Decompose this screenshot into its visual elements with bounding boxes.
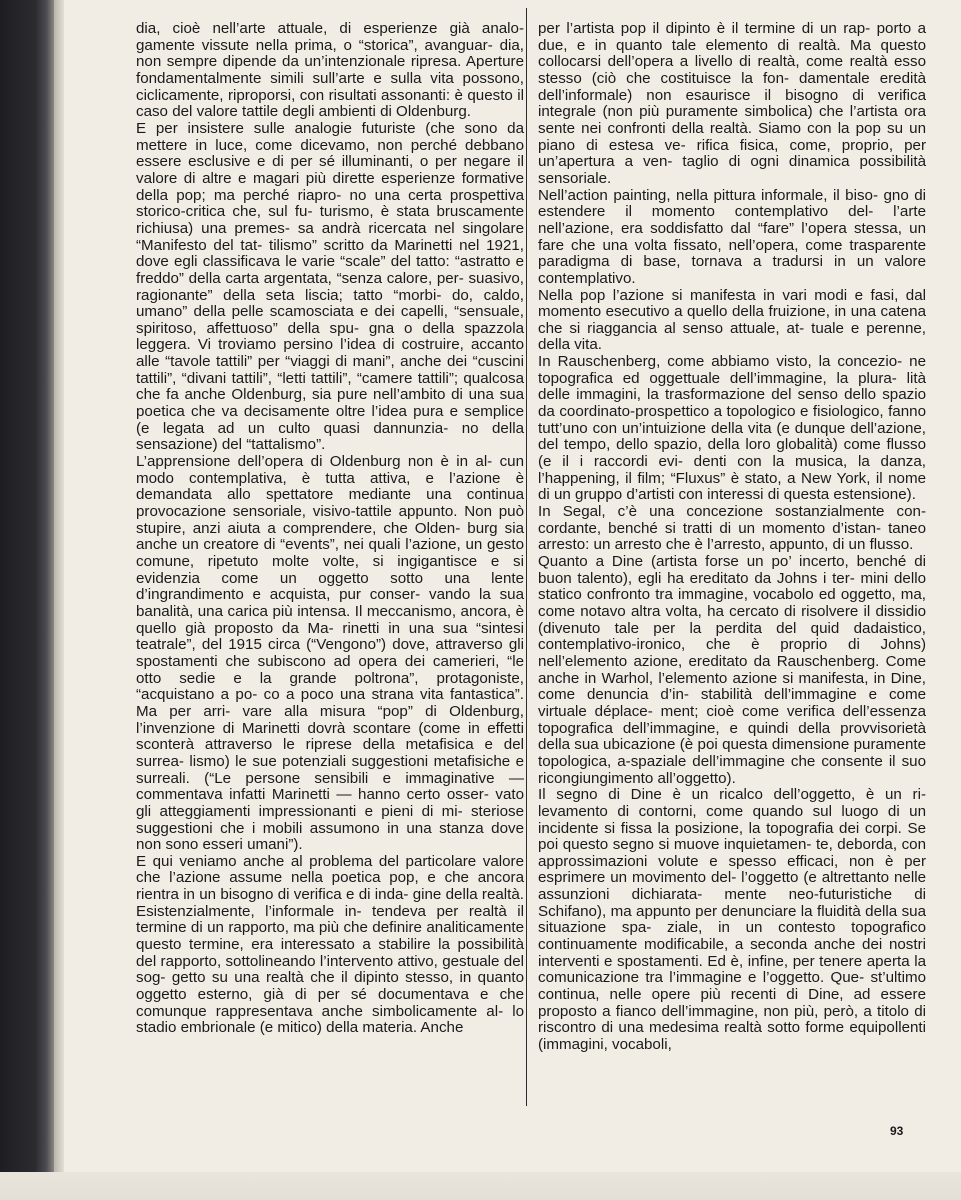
- paragraph: Nella pop l’azione si manifesta in vari modi e fasi, dal momento esecutivo a quello della fruizione, in una catena che si riaggancia al senso attuale, at- tuale e perenne, della vita.: [538, 286, 926, 354]
- paragraph: E qui veniamo anche al problema del particolare valore che l’azione assume nella poetica pop, e che ancora rientra in un bisogno di verifica e di inda- gine della realtà. Esistenzialmente, l’informale in- tendeva per realtà il termine di un rapporto, ma più che definire analiticamente questo termine, era interessato a stabilire la possibilità del rapporto, sottolineando l’intervento attivo, gestuale del sog- getto su una realtà che il dipinto stesso, in quanto oggetto esterno, già di per sé documentava e che comunque rappresentava anche simbolicamente al- lo stadio embrionale (e mitico) della materia. Anche: [136, 852, 524, 1037]
- paragraph: Nell’action painting, nella pittura informale, il biso- gno di estendere il momento contemplativo del- l’arte nell’azione, era soddisfatto dal “fare” l’opera stessa, un fare che una volta fissato, nell’opera, come trasparente paradigma di base, tornava a tradursi in un valore contemplativo.: [538, 186, 926, 287]
- paragraph: In Segal, c’è una concezione sostanzialmente con- cordante, benché si tratti di un momento d’istan- taneo arresto: un arresto che è l’arresto, appunto, di un flusso.: [538, 503, 926, 554]
- paragraph: Quanto a Dine (artista forse un po’ incerto, benché di buon talento), egli ha ereditato da Johns i ter- mini dello statico confronto tra immagine, vocabolo ed oggetto, ma, come notavo altra volta, ha cercato di risolvere il dissidio (divenuto tale per la perdita del quid dadaistico, contemplativo-ironico, che è proprio di Johns) nell’elemento azione, ereditato da Rauschenberg. Come anche in Warhol, l’elemento azione si manifesta, in Dine, come denuncia d’in- stabilità dell’immagine e come virtuale déplace- ment; cioè come verifica dell’essenza topografica dell’immagine, e quindi della provvisorietà della sua ubicazione (è poi questa dimensione puramente topologica, a-spaziale dell’immagine che consente il suo ricongiungimento all’oggetto).: [538, 553, 926, 787]
- paragraph: In Rauschenberg, come abbiamo visto, la concezio- ne topografica ed oggettuale dell’immagine, la plura- lità delle immagini, la trasformazione del senso dello spazio da coordinato-prospettico a topologico e fisiologico, fanno tutt’uno con un’intuizione della vita (e dunque dell’azione, del tempo, dello spazio, della loro globalità) come flusso (e il i raccordi evi- denti con la musica, la danza, l’happening, il film; “Fluxus” è stato, a New York, il nome di un gruppo d’artisti con interessi di questa estensione).: [538, 353, 926, 504]
- column-divider: [526, 8, 527, 1106]
- page-gutter: [54, 0, 64, 1200]
- paragraph: L’apprensione dell’opera di Oldenburg non è in al- cun modo contemplativa, è tutta attiva, e l’azione è demandata allo spettatore mediante una continua provocazione sensoriale, visivo-tattile appunto. Non può stupire, anzi aiuta a comprendere, che Olden- burg sia anche un creatore di “events”, nei quali l’azione, un gesto comune, ripetuto molte volte, si ingigantisce e si evidenzia come un oggetto sotto una lente d’ingrandimento e acquista, pur conser- vando la sua banalità, una carica più intensa. Il meccanismo, ancora, è quello già proposto da Ma- rinetti in una sua “sintesi teatrale”, del 1915 circa (“Vengono”) dove, attraverso gli spostamenti che subiscono ad opera dei camerieri, “le otto sedie e la grande poltrona”, protagoniste, “acquistano a po- co a poco una strana vita fantastica”. Ma per arri- vare alla misura “pop” di Oldenburg, l’invenzione di Marinetti dovrà scontare (come in effetti sconterà attraverso le riprese della metafisica e del surrea- lismo) le sue potenziali suggestioni metafisiche e surreali. (“Le persone sensibili e immaginative — commentava infatti Marinetti — hanno certo osser- vato gli atteggiamenti impressionanti e pieni di mi- steriose suggestioni che i mobili assumono in una stanza dove non sono esseri umani”).: [136, 453, 524, 854]
- paragraph: dia, cioè nell’arte attuale, di esperienze già analo- gamente vissute nella prima, o “storica”, avanguar- dia, non sempre dipende da un’intenzionale ripresa. Aperture fondamentalmente simili sull’arte e sulla vita possono, ciclicamente, riproporsi, con risultati assonanti: è questo il caso del valore tattile degli ambienti di Oldenburg.: [136, 20, 524, 121]
- book-spine: [0, 0, 54, 1200]
- paragraph: per l’artista pop il dipinto è il termine di un rap- porto a due, e in quanto tale elemento di realtà. Ma questo collocarsi dell’opera a livello di realtà, come realtà esso stesso (ciò che costituisce la fon- damentale eredità dell’informale) non esaurisce il bisogno di verifica integrale (non più puramente simbolica) che l’artista ora sente nei confronti della realtà. Siamo con la pop su un piano di estesa ve- rifica fisica, come, proprio, per un’apertura a ven- taglio di ogni dinamica possibilità sensoriale.: [538, 20, 926, 187]
- paragraph: Il segno di Dine è un ricalco dell’oggetto, è un ri- levamento di contorni, come quando sul luogo di un incidente si fissa la posizione, la topografia dei corpi. Se poi questo segno si muove inquietamen- te, deborda, con approssimazioni volute e spesso efficaci, non è per esprimere un movimento del- l’oggetto (e altrettanto nelle assunzioni dichiarata- mente neo-futuristiche di Schifano), ma appunto per denunciare la fluidità della sua situazione spa- ziale, in un contesto topografico continuamente modificabile, a seconda anche dei nostri interventi e spostamenti. Ed è, infine, per tenere aperta la comunicazione tra l’immagine e l’oggetto. Que- st’ultimo continua, nelle opere più recenti di Dine, ad essere proposto a fianco dell’immagine, non più, però, a titolo di riscontro di una medesima realtà sotto forme equipollenti (immagini, vocaboli,: [538, 786, 926, 1054]
- paragraph: E per insistere sulle analogie futuriste (che sono da mettere in luce, come dicevamo, non perché debbano essere esclusive e di per sé illuminanti, o per negare il valore di altre e magari più dirette esperienze formative della pop; ma perché riapro- no una certa prospettiva storico-critica che, sul fu- turismo, è stata bruscamente richiusa) una premes- sa andrà ricercata nel singolare “Manifesto del tat- tilismo” scritto da Marinetti nel 1921, dove egli classificava le varie “scale” del tatto: “astratto e freddo” della carta argentata, “senza calore, per- suasivo, ragionante” della seta liscia; tatto “morbi- do, caldo, umano” della pelle scamosciata e dei capelli, “sensuale, spiritoso, affettuoso” della spu- gna o della spazzola leggera. Vi troviamo persino l’idea di costruire, accanto alle “tavole tattili” per “viaggi di mani”, anche dei “cuscini tattili”, “divani tattili”, “letti tattili”, “camere tattili”; qualcosa che fa anche Oldenburg, sia pure nell’ambito di una sua poetica che va decisamente oltre l’idea pura e semplice (e legata ad un culto quasi dannunzia- no della sensazione) del “tattalismo”.: [136, 119, 524, 454]
- left-text-column: [136, 21, 524, 1037]
- page-bottom-edge: [0, 1172, 961, 1200]
- right-text-column: [538, 21, 926, 1054]
- page-number: 93: [890, 1124, 904, 1138]
